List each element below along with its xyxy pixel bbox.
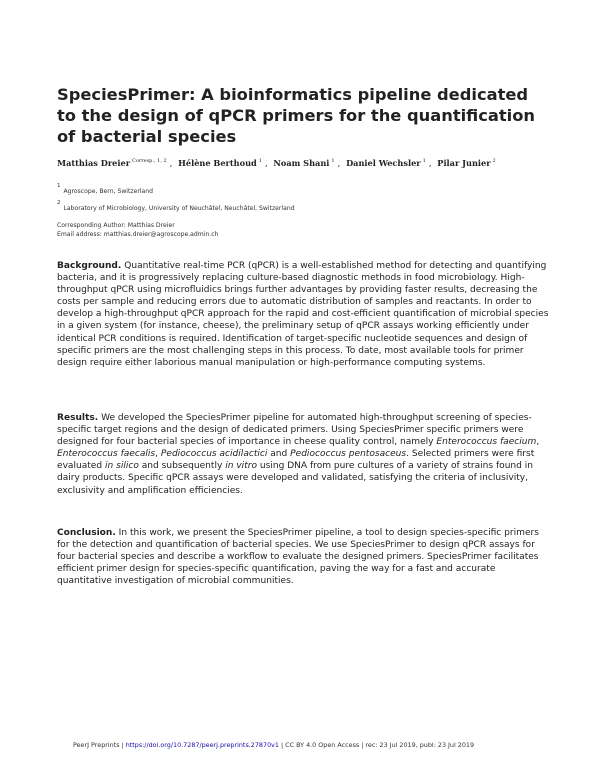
species-name: Enterococcus faecium xyxy=(436,437,537,448)
footer-divider: | xyxy=(121,741,124,749)
footer-source: PeerJ Preprints xyxy=(73,741,120,749)
footer-divider: | xyxy=(361,741,364,749)
emphasis-term: in vitro xyxy=(225,461,257,472)
author-separator: , xyxy=(169,158,173,168)
abstract-conclusion xyxy=(57,527,549,587)
conclusion-text: In this work, we present the SpeciesPrimer pipeline, a tool to design species-specific primers for the detection and quantification of bacterial species. We use SpeciesPrimer to design qPCR assays for four bacterial species and describe a workflow to evaluate the designed primers. SpeciesPrimer facilitates efficient primer design for species-specific quantification, paving the way for a fast and accurate quantitative investigation of microbial communities. xyxy=(57,528,539,587)
author-sup: 1 xyxy=(258,158,262,165)
corresponding-email[interactable]: Email address: matthias.dreier@agroscope.admin.ch xyxy=(57,230,219,238)
author-separator: , xyxy=(264,158,268,168)
species-name: Pediococcus acidilactici xyxy=(160,449,268,460)
emphasis-term: in silico xyxy=(105,461,139,472)
results-text: We developed the SpeciesPrimer pipeline for automated high-throughput screening of species-specific target regions and the design of dedicated primers. Using SpeciesPrimer specific primers were designed for four bacterial species of importance in cheese quality control, namely xyxy=(57,413,532,448)
author-name[interactable]: Daniel Wechsler xyxy=(346,158,421,168)
author-separator: , xyxy=(428,158,432,168)
author-name[interactable]: Hélène Berthoud xyxy=(178,158,257,168)
background-text: Quantitative real-time PCR (qPCR) is a well-established method for detecting and quantifying bacteria, and it is progressively replacing culture-based diagnostic methods in food microbiology. High-throughput qPCR using microfluidics brings further advantages by providing faster results, decreasing the costs per sample and reducing errors due to automatic distribution of samples and reactants. In order to develop a high-throughput qPCR approach for the rapid and cost-efficient quantification of microbial species in a given system (for instance, cheese), the preliminary setup of qPCR assays working efficiently under identical PCR conditions is required. Identification of target-specific nucleotide sequences and design of specific primers are the most challenging steps in this process. To date, most available tools for primer design require either laborious manual manipulation or high-performance computing systems. xyxy=(57,261,549,368)
doi-link[interactable]: https://doi.org/10.7287/peerj.preprints.27870v1 xyxy=(125,741,279,749)
paper-title: SpeciesPrimer: A bioinformatics pipeline dedicated to the design of qPCR primers for the quantification of bacterial species xyxy=(57,85,536,146)
affiliation-text: Agroscope, Bern, Switzerland xyxy=(63,188,153,195)
results-text: , xyxy=(536,437,540,448)
affiliation-2 xyxy=(57,200,537,212)
background-label: Background. xyxy=(57,261,122,271)
conclusion-label: Conclusion. xyxy=(57,528,116,538)
results-text: . Selected primers were first evaluated xyxy=(57,449,535,472)
species-name: Enterococcus faecalis xyxy=(57,449,156,460)
results-label: Results. xyxy=(57,413,99,423)
author-name[interactable]: Pilar Junier xyxy=(437,158,491,168)
affiliation-text: Laboratory of Microbiology, University of Neuchâtel, Neuchâtel, Switzerland xyxy=(63,205,295,212)
results-text: and subsequently xyxy=(138,461,226,472)
corresponding-info xyxy=(57,222,218,239)
author-name[interactable]: Matthias Dreier xyxy=(57,158,131,168)
author-list xyxy=(57,158,557,168)
abstract-results xyxy=(57,412,549,497)
results-text: using DNA from pure cultures of a variety of strains found in dairy products. Specific qPCR assays were developed and validated, satisfying the criteria of inclusivity, exclusivity and amplification efficiencies. xyxy=(57,461,534,496)
results-text: and xyxy=(267,449,291,460)
results-text: , xyxy=(155,449,161,460)
footer-license: CC BY 4.0 Open Access xyxy=(285,741,360,749)
footer-divider: | xyxy=(280,741,284,749)
author-sup: Corresp., 1, 2 xyxy=(132,158,167,165)
author-name[interactable]: Noam Shani xyxy=(273,158,330,168)
preprint-footer xyxy=(73,741,573,749)
abstract-background xyxy=(57,260,549,369)
author-separator: , xyxy=(337,158,341,168)
affiliation-1 xyxy=(57,183,537,195)
species-name: Pediococcus pentosaceus xyxy=(290,449,407,460)
author-sup: 1 xyxy=(422,158,426,165)
author-sup: 2 xyxy=(492,158,496,165)
affiliation-number: 2 xyxy=(57,200,61,206)
footer-dates: rec: 23 Jul 2019, publ: 23 Jul 2019 xyxy=(365,741,475,749)
author-sup: 1 xyxy=(331,158,335,165)
corresponding-author: Corresponding Author: Matthias Dreier xyxy=(57,222,175,229)
affiliation-number: 1 xyxy=(57,183,61,189)
